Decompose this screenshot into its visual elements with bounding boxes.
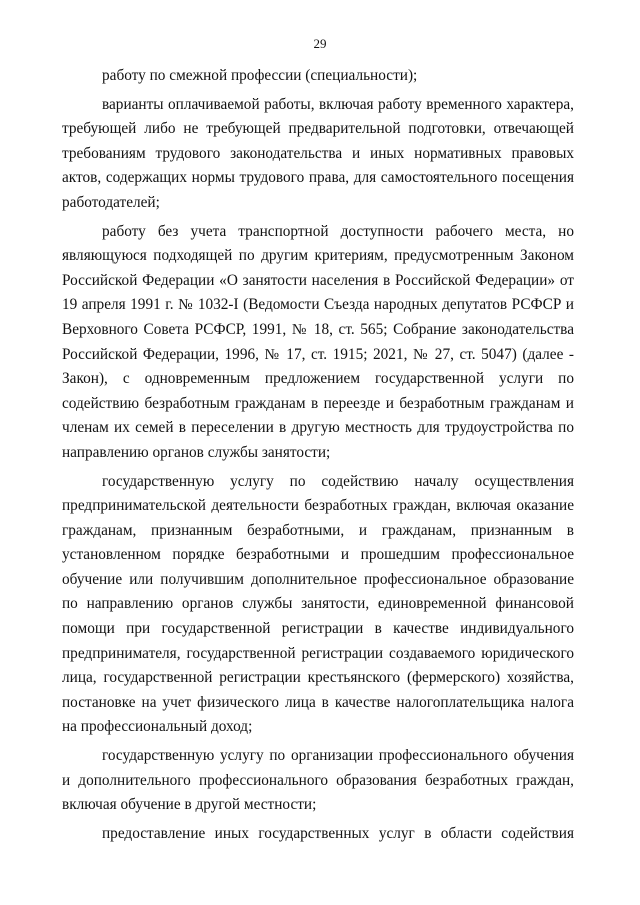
paragraph-paid-work-options: варианты оплачиваемой работы, включая работу временного характера, требующей либо не требующей предварительной подготовки, отвечающей требованиям трудового законодательства и иных нормативных правовых актов, содержащих нормы трудового права, для самостоятельного посещения работодателей;	[62, 95, 574, 211]
paragraph-vocational-training-service: государственную услугу по организации профессионального обучения и дополнительного профессионального образования безработных граждан, включая обучение в другой местности;	[62, 747, 574, 814]
paragraph-entrepreneurship-service: государственную услугу по содействию началу осуществления предпринимательской деятельности безработных граждан, включая оказание гражданам, признанным безработными, и гражданам, признанным в установленном порядке безработными и прошедшим профессиональное обучение или получившим дополнительное профессиональное образование по направлению органов службы занятости, единовременной финансовой помощи при государственной регистрации в качестве индивидуального предпринимателя, государственной регистрации создаваемого юридического лица, государственной регистрации крестьянского (фермерского) хозяйства, постановке на учет физического лица в качестве налогоплательщика налога на профессиональный доход;	[62, 472, 574, 736]
paragraph-adjacent-profession: работу по смежной профессии (специальности);	[102, 67, 418, 84]
page-number: 29	[313, 36, 327, 51]
paragraph-other-services: предоставление иных государственных услуг в области содействия	[102, 824, 574, 842]
paragraph-transport-accessibility: работу без учета транспортной доступности рабочего места, но являющуюся подходящей по другим критериям, предусмотренным Законом Российской Федерации «О занятости населения в Российской Федерации» от 19 апреля 1991 г. № 1032-I (Ведомости Съезда народных депутатов РСФСР и Верховного Совета РСФСР, 1991, № 18, ст. 565; Собрание законодательства Российской Федерации, 1996, № 17, ст. 1915; 2021, № 27, ст. 5047) (далее - Закон), с одновременным предложением государственной услуги по содействию безработным гражданам в переезде и безработным гражданам и членам их семей в переселении в другую местность для трудоустройства по направлению органов службы занятости;	[62, 222, 574, 461]
document-body	[62, 64, 574, 850]
